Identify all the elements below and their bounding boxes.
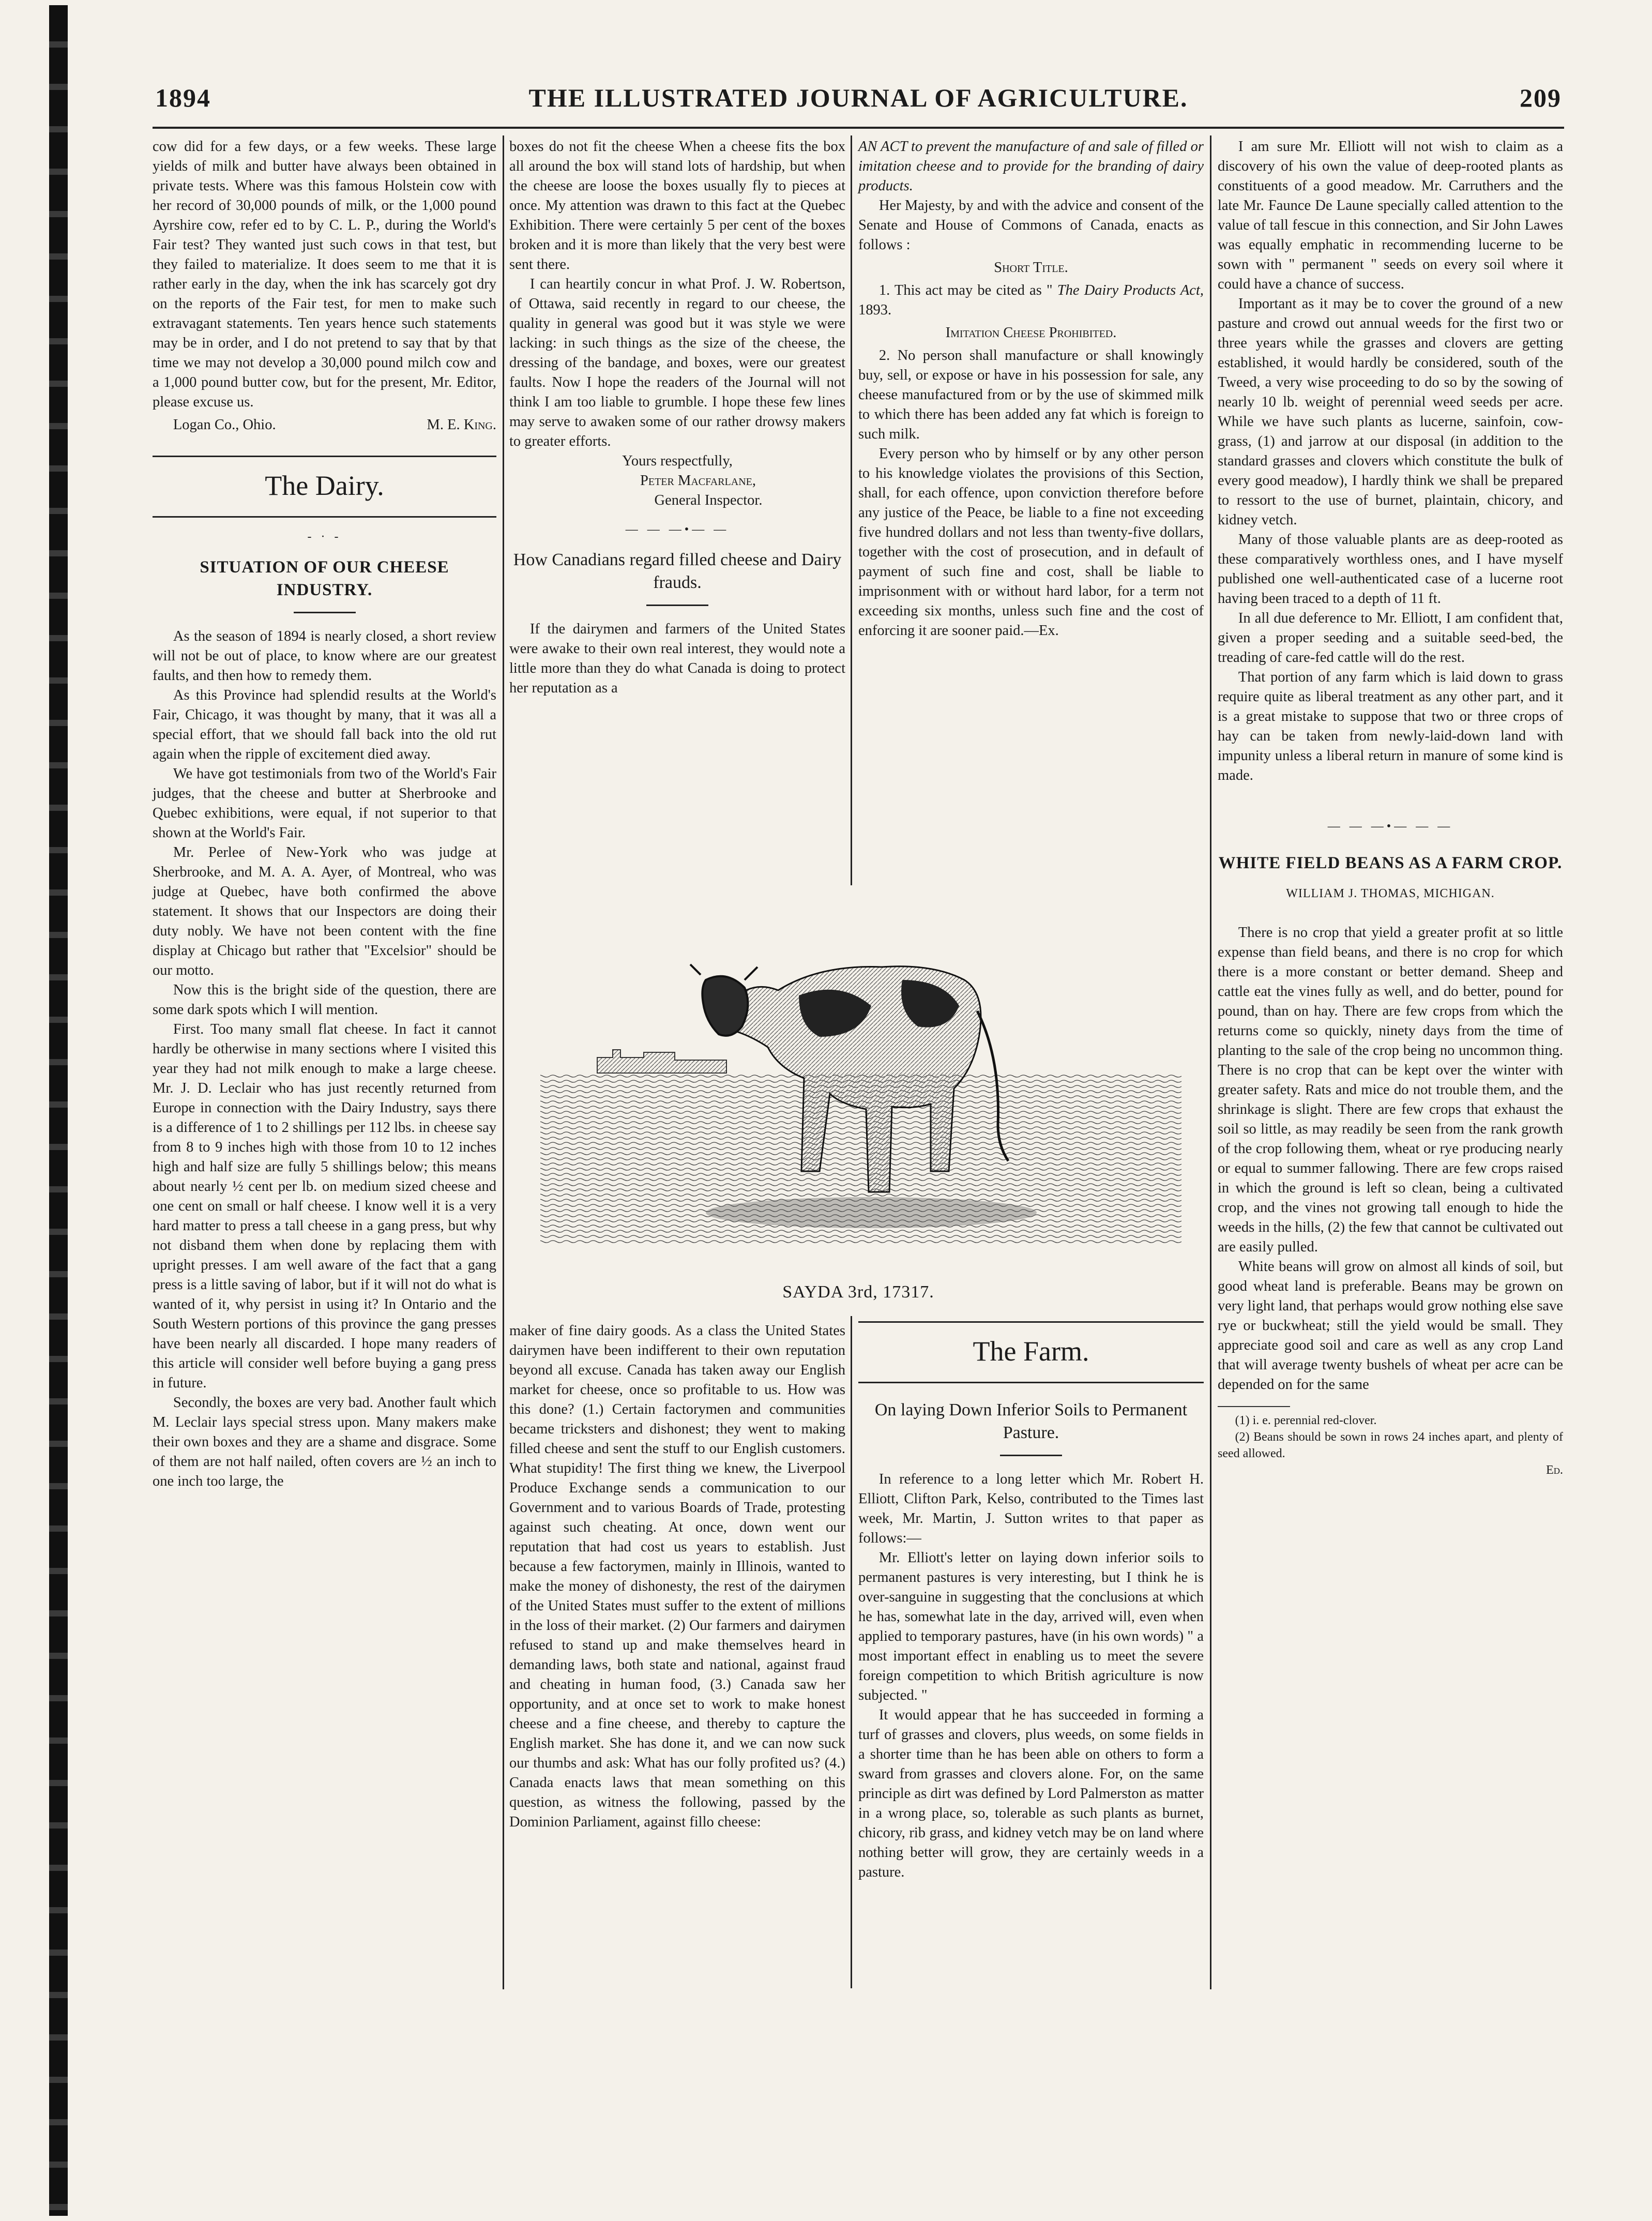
col1-sign-place: Logan Co., Ohio. xyxy=(173,417,276,433)
column-1 xyxy=(153,137,496,1491)
col4-para-3: Many of those valuable plants are as deep-rooted as these comparatively worthless ones, and I have myself published one well-authenticated case of a lucerne root having been traced to a depth of 11 ft. xyxy=(1218,532,1563,607)
lower3-para-1: In reference to a long letter which Mr. Robert H. Elliott, Clifton Park, Kelso, contributed to the Times last week, Mr. Martin, J. Sutton writes to that paper as follows:— xyxy=(858,1471,1204,1546)
column-4 xyxy=(1218,137,1563,1478)
footnote-2: (2) Beans should be sown in rows 24 inches apart, and plenty of seed allowed. xyxy=(1218,1430,1563,1460)
col1-para-8: Secondly, the boxes are very bad. Another fault which M. Leclair lays special stress upon. Many makers make their own boxes and they are a shame and disgrace. Some of them are not half nailed, often covers are ½ an inch to one inch too large, the xyxy=(153,1395,496,1489)
footnote-rule xyxy=(1218,1406,1290,1407)
col2-para-3: If the dairymen and farmers of the United States were awake to their own real interest, they would note a little more than they do what Canada is doing to protect her reputation as a xyxy=(509,621,845,696)
short-title-heading: Short Title. xyxy=(994,260,1068,276)
column-3-lower xyxy=(858,1321,1204,1882)
col2-para-1: boxes do not fit the cheese When a cheese fits the box all around the box will stand lots of hardship, but when the cheese are loose the boxes usually fly to pieces at once. My attention was drawn to this fact at the Quebec Exhibition. There were certainly 5 per cent of the boxes broken and it is more than likely that the very best were sent there. xyxy=(509,139,845,273)
col1-para-4: We have got testimonials from two of the World's Fair judges, that the cheese and butter at Sherbrooke and Quebec exhibitions, were equal, if not superior to that shown at the World's Fair. xyxy=(153,766,496,841)
col1-para-3: As this Province had splendid results at the World's Fair, Chicago, it was thought by many, that it was all a special effort, that we should fall back into the old rut again when the ripple of excitement died away. xyxy=(153,687,496,762)
page-header xyxy=(155,83,1562,119)
footnote-sign: Ed. xyxy=(1546,1463,1563,1477)
farm-section-box xyxy=(858,1321,1204,1383)
col3-para-4: 2. No person shall manufacture or shall knowingly buy, sell, or expose or have in his possession for sale, any cheese manufactured from or by the use of skimmed milk to which there has been added any fat which is foreign to such milk. xyxy=(858,347,1204,442)
filled-cheese-subhead: How Canadians regard filled cheese and Dairy frauds. xyxy=(513,550,842,592)
col4-ornament: — — —•— — — xyxy=(1327,820,1453,833)
col2-short-rule xyxy=(646,605,708,606)
column-rule-2 xyxy=(851,135,852,885)
col3-para-3a: 1. This act may be cited as " xyxy=(878,282,1057,298)
header-title: THE ILLUSTRATED JOURNAL OF AGRICULTURE. xyxy=(528,83,1188,112)
lower3-para-3: It would appear that he has succeeded in forming a turf of grasses and clovers, plus weeds, on some fields in a shorter time than he has been able on others to form a sward from grasses and clovers alone. For, on the same principle as dirt was defined by Lord Palmerston as matter in a wrong place, so, tolerable as such plants as burnet, chicory, rib grass, and kidney vetch may be on land where nothing better will grow, they are certainly weeds in a pasture. xyxy=(858,1707,1204,1880)
header-year: 1894 xyxy=(155,83,211,112)
column-rule-1 xyxy=(503,135,504,1989)
column-rule-2b xyxy=(851,1316,852,1988)
col1-para-7: First. Too many small flat cheese. In fact it cannot hardly be otherwise in many sections where I visited this year they had not milk enough to make a large cheese. Mr. J. D. Leclair who has just recently returned from Europe in connection with the Dairy Industry, says there is a difference of 1 to 2 shillings per 112 lbs. in cheese say from 8 to 9 inches high with those from 10 to 12 inches high and half size are fully 5 shillings below; this means about nearly ½ cent per lb. on medium sized cheese and one cent on small or half cheese. I know well it is a very hard matter to press a tall cheese in a gang press, but why not disband them when done by replacing them with upright presses. I am well aware of the fact that a gang press is a little saving of labor, but if it will not do what is wanted of it, why persist in using it? In Ontario and the South Western portions of this province the gang presses have been nearly all discarded. I hope many readers of this article will consider well before buying a gang press in future. xyxy=(153,1021,496,1391)
col3-short-rule xyxy=(1000,1455,1062,1456)
col1-short-rule xyxy=(294,612,356,613)
col2-sign-title: General Inspector. xyxy=(654,492,763,508)
illustration-shadow xyxy=(706,1197,1037,1228)
beans-byline: WILLIAM J. THOMAS, MICHIGAN. xyxy=(1286,887,1495,900)
col3-para-5: Every person who by himself or by any other person to his knowledge violates the provisions of this Section, shall, for each offence, upon conviction therefore before any justice of the Peace, be liable to a fine not exceeding five hundred dollars and not less than twenty-five dollars, together with the cost of prosecution, and in default of payment of such fine and cost, shall be liable to imprisonment with or without hard labor, for a term not exceeding six months, unless such fine and the cost of enforcing it are sooner paid.—Ex. xyxy=(858,446,1204,639)
col1-para-6: Now this is the bright side of the question, there are some dark spots which I will mention. xyxy=(153,982,496,1018)
col4-para-1: I am sure Mr. Elliott will not wish to claim as a discovery of his own the value of deep-rooted plants as constituents of a good meadow. Mr. Carruthers and the late Mr. Faunce De Laune specially called attention to the value of tall fescue in this connection, and Sir John Lawes was equally emphatic in recommending lucerne to be sown with " permanent " seeds on every soil where it could have a chance of success. xyxy=(1218,139,1563,292)
column-3-upper xyxy=(858,137,1204,641)
col2-close: Yours respectfully, xyxy=(622,453,733,469)
lower3-para-2: Mr. Elliott's letter on laying down inferior soils to permanent pastures is very interesting, but I think he is over-sanguine in suggesting that the conclusions at which he has, somewhat late in the day, arrived will, even when applied to temporary pastures, have (in his own words) " a most important effect in enabling us to meet the severe foreign competition to which British agriculture is now subjected. " xyxy=(858,1550,1204,1703)
col1-para-5: Mr. Perlee of New-York who was judge at Sherbrooke, and M. A. A. Ayer, of Montreal, who was judge at Quebec, have both confirmed the above statement. It shows that our Inspectors are doing their duty nobly. We have not been content with the fine display at Chicago but rather that "Excelsior" should be our motto. xyxy=(153,844,496,978)
cow-illustration xyxy=(509,902,1207,1275)
col1-para-2: As the season of 1894 is nearly closed, a short review will not be out of place, to know where are our greatest faults, and then how to remedy them. xyxy=(153,628,496,684)
col2-para-2: I can heartily concur in what Prof. J. W. Robertson, of Ottawa, said recently in regard to our cheese, the quality in general was good but it was style we were lacking: in such things as the size of the cheese, the dressing of the bandage, and boxes, were our greatest faults. Now I hope the readers of the Journal will not think I am too liable to grumble. I hope these few lines may serve to awaken some of our rather drowsy makers to greater efforts. xyxy=(509,276,845,449)
cheese-industry-subhead: SITUATION OF OUR CHEESE INDUSTRY. xyxy=(200,558,449,599)
column-2-upper xyxy=(509,137,845,698)
col3-para-3c: 1893. xyxy=(858,302,892,318)
beans-subhead: WHITE FIELD BEANS AS A FARM CROP. xyxy=(1218,854,1563,872)
footnote-1: (1) i. e. perennial red-clover. xyxy=(1235,1414,1377,1427)
col4-para-4: In all due deference to Mr. Elliott, I am confident that, given a proper seeding and a suitable seed-bed, the treading of care-fed cattle will do the rest. xyxy=(1218,610,1563,666)
binding-edge xyxy=(49,5,68,2216)
imitation-heading: Imitation Cheese Prohibited. xyxy=(945,325,1117,341)
col3-para-3 xyxy=(858,281,1204,320)
header-rule xyxy=(153,127,1564,129)
illustration-caption: SAYDA 3rd, 17317. xyxy=(782,1282,934,1302)
farm-section-title: The Farm. xyxy=(973,1336,1089,1367)
column-rule-3 xyxy=(1210,135,1211,1989)
column-2-lower xyxy=(509,1321,845,1832)
col3-para-3b: The Dairy Products Act, xyxy=(1057,282,1204,298)
col4-para-2: Important as it may be to cover the ground of a new pasture and crowd out annual weeds for the first two or three years while the grasses and clovers are getting established, it would hardly be considered, south of the Tweed, a very wise proceeding to do so by the sowing of nearly 10 lb. weight of perennial weed seeds per acre. While we have such plants as lucerne, sainfoin, cow-grass, (1) and jarrow at our disposal (in addition to the standard grasses and clovers which constitute the bulk of every good meadow), I hardly think we shall be prepared to ressort to the use of burnet, plaintain, chicory, and kidney vetch. xyxy=(1218,296,1563,528)
col1-signoff xyxy=(153,415,496,435)
col1-sign-name: M. E. King. xyxy=(427,417,496,433)
pasture-subhead: On laying Down Inferior Soils to Permanent Pasture. xyxy=(874,1400,1188,1442)
dairy-section-box xyxy=(153,456,496,518)
act-title xyxy=(858,137,1204,196)
lower2-para-1: maker of fine dairy goods. As a class the United States dairymen have been indifferent to their own reputation beyond all excuse. Canada has taken away our English market for cheese, once so profitable to us. How was this done? (1.) Certain factorymen and communities became tricksters and dishonest; they went to making filled cheese and sent the stuff to our English customers. What stupidity! The first thing we knew, the Liverpool Produce Exchange sends a communication to our Government and to various Boards of Trade, protesting against such cheating. At once, down went our reputation that had cost us years to establish. Just because a few factorymen, mainly in Illinois, wanted to make the money of dishonesty, the rest of the dairymen of the United States must suffer to the extent of millions in the loss of their market. (2) Our farmers and dairymen refused to stand up and make themselves heard in demanding laws, both state and national, against fraud and cheating in human food, (3.) Canada saw her opportunity, and at once set to work to make honest cheese and a fine cheese, and thereby to capture the English market. She has done it, and we can now suck our thumbs and ask: What has our folly profited us? (4.) Canada enacts laws that mean something on this question, as witness the following, passed by the Dominion Parliament, against fillo cheese: xyxy=(509,1323,845,1830)
col4-para-5: That portion of any farm which is laid down to grass require quite as liberal treatment as any other part, and it is a great mistake to suppose that two or three crops of hay can be taken from newly-laid-down land with impunity unless a liberal return in manure of some kind is made. xyxy=(1218,669,1563,783)
col2-sign-name: Peter Macfarlane, xyxy=(640,473,756,489)
header-page-number: 209 xyxy=(1520,83,1562,112)
col3-para-2: Her Majesty, by and with the advice and consent of the Senate and House of Commons of Canada, enacts as follows : xyxy=(858,198,1204,253)
col2-ornament: — — —•— — xyxy=(625,523,730,536)
act-title-text: AN ACT to prevent the manufacture of and sale of filled or imitation cheese and to provide for the branding of dairy products. xyxy=(858,139,1204,194)
col1-para-1: cow did for a few days, or a few weeks. These large yields of milk and butter have always been obtained in private tests. Where was this famous Holstein cow with her record of 30,000 pounds of milk, or the 1,000 pound Ayrshire cow, refer ed to by C. L. P., during the World's Fair test? They wanted just such cows in that test, but they failed to materialize. It does seem to me that it is rather early in the day, when the ink has scarcely got dry on the reports of the Fair test, for men to make such extravagant statements. Ten years hence such statements may be in order, and I do not pretend to say that by that time we may not develop a 30,000 pound milch cow and a 1,000 pound butter cow, but for the present, Mr. Editor, please excuse us. xyxy=(153,139,496,410)
col4-para-6: There is no crop that yield a greater profit at so little expense than field beans, and there is no crop for which there is a more constant or better demand. Sheep and cattle eat the vines fully as well, and do better, pound for pound, than on hay. There are few crops from which the returns come so quickly, ninety days from the time of planting to the sale of the crop being no uncommon thing. There is no crop that can be kept over the winter with greater safety. Rats and mice do not trouble them, and the shrinkage is slight. There are few crops that exhaust the soil so little, as may readily be seen from the rank growth of the crop following them, wheat or rye producing nearly or equal to summer fallowing. There are few crops raised in which the ground is left so clean, being a cultivated crop, and the vines not growing tall enough to hide the weeds in the hills, (2) the few that cannot be cultivated out are easily pulled. xyxy=(1218,925,1563,1255)
col1-ornament: - · - xyxy=(307,530,342,543)
dairy-section-title: The Dairy. xyxy=(265,470,384,501)
col4-para-7: White beans will grow on almost all kinds of soil, but good wheat land is preferable. Beans may be grown on very light land, that perhaps would grow nothing else save rye or buckwheat; still the yield would be small. They appreciate good soil and care as well as any crop Land that will average twenty bushels of wheat per acre can be depended on for the same xyxy=(1218,1259,1563,1393)
